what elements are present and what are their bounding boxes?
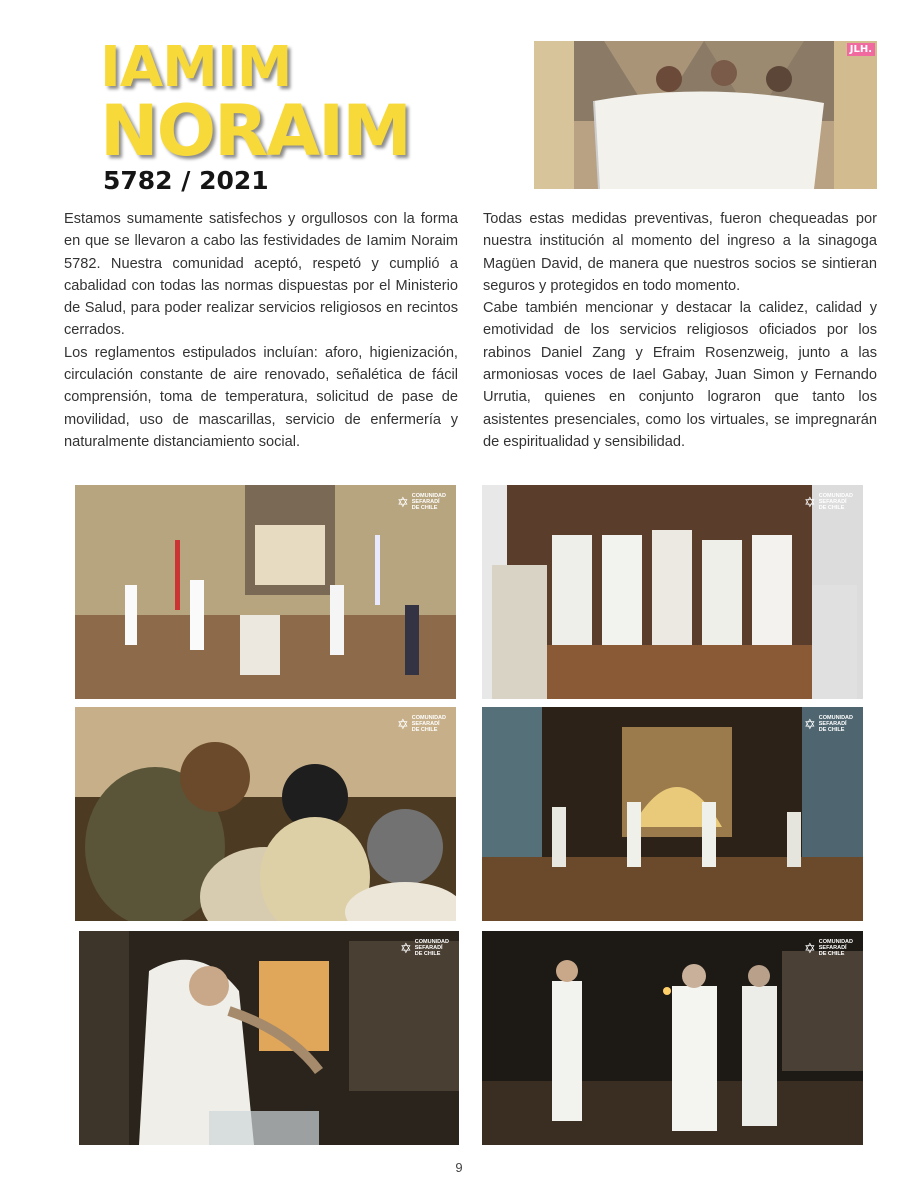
photo-synagogue-bimah: [75, 485, 456, 699]
star-of-david-icon: ✡: [804, 493, 816, 510]
watermark-logo: [804, 493, 853, 511]
star-of-david-icon: ✡: [397, 493, 409, 510]
watermark-logo: [397, 493, 446, 511]
watermark-logo: [400, 939, 449, 957]
watermark-logo: [804, 939, 853, 957]
article-column-left: [64, 208, 458, 453]
watermark-text: COMUNIDAD SEFARADÍ DE CHILE: [411, 715, 446, 733]
star-of-david-icon: ✡: [400, 939, 412, 956]
photo-credit-badge: JLH.: [847, 43, 875, 56]
page-title-line1: IAMIM: [100, 35, 292, 100]
watermark-logo: [397, 715, 446, 733]
page-number: 9: [455, 1160, 463, 1175]
paragraph: Cabe también mencionar y destacar la calidez, calidad y emotividad de los servicios religiosos oficiados por los rabinos Daniel Zang y Efraim Rosenzweig, junto a las armoniosas voces de Iael Gabay, Juan Simon y Fernando Urrutia, quienes en conjunto lograron que tanto los asistentes presenciales, como los virtuales, se impregnarán de espiritualidad y sensibilidad.: [483, 300, 877, 450]
photo-tallit-ceremony: [534, 41, 877, 189]
photo-shofar-blowing: [79, 931, 459, 1145]
watermark-text: COMUNIDAD SEFARADÍ DE CHILE: [411, 493, 446, 511]
photo-torah-ark: [482, 485, 863, 699]
photo-congregation: [75, 707, 456, 921]
watermark-text: COMUNIDAD SEFARADÍ DE CHILE: [818, 939, 853, 957]
watermark-text: COMUNIDAD SEFARADÍ DE CHILE: [818, 493, 853, 511]
watermark-logo: [804, 715, 853, 733]
paragraph: Los reglamentos estipulados incluían: aforo, higienización, circulación constante de aire renovado, señalética de fácil comprensión, toma de temperatura, solicitud de pase de movilidad, uso de mascarillas, servicio de enfermería y naturalmente distanciamiento social.: [64, 344, 458, 450]
watermark-text: COMUNIDAD SEFARADÍ DE CHILE: [414, 939, 449, 957]
paragraph: Estamos sumamente satisfechos y orgullosos con la forma en que se llevaron a cabo las festividades de Iamim Noraim 5782. Nuestra comunidad aceptó, respetó y cumplió a cabalidad con todas las normas dispuestas por el Ministerio de Salud, para poder realizar servicios religiosos en recintos cerrados.: [64, 211, 458, 339]
article-column-right: [483, 208, 877, 453]
paragraph: Todas estas medidas preventivas, fueron chequeadas por nuestra institución al momento del ingreso a la sinagoga Magüen David, de manera que nuestros socios se sintieran seguros y protegidos en todo momento.: [483, 211, 877, 294]
watermark-text: COMUNIDAD SEFARADÍ DE CHILE: [818, 715, 853, 733]
page-title-line2: NORAIM: [100, 90, 410, 172]
page-subtitle: 5782 / 2021: [103, 166, 269, 195]
star-of-david-icon: ✡: [804, 715, 816, 732]
photo-night-service: [482, 707, 863, 921]
star-of-david-icon: ✡: [397, 715, 409, 732]
photo-havdalah-candle: [482, 931, 863, 1145]
star-of-david-icon: ✡: [804, 939, 816, 956]
